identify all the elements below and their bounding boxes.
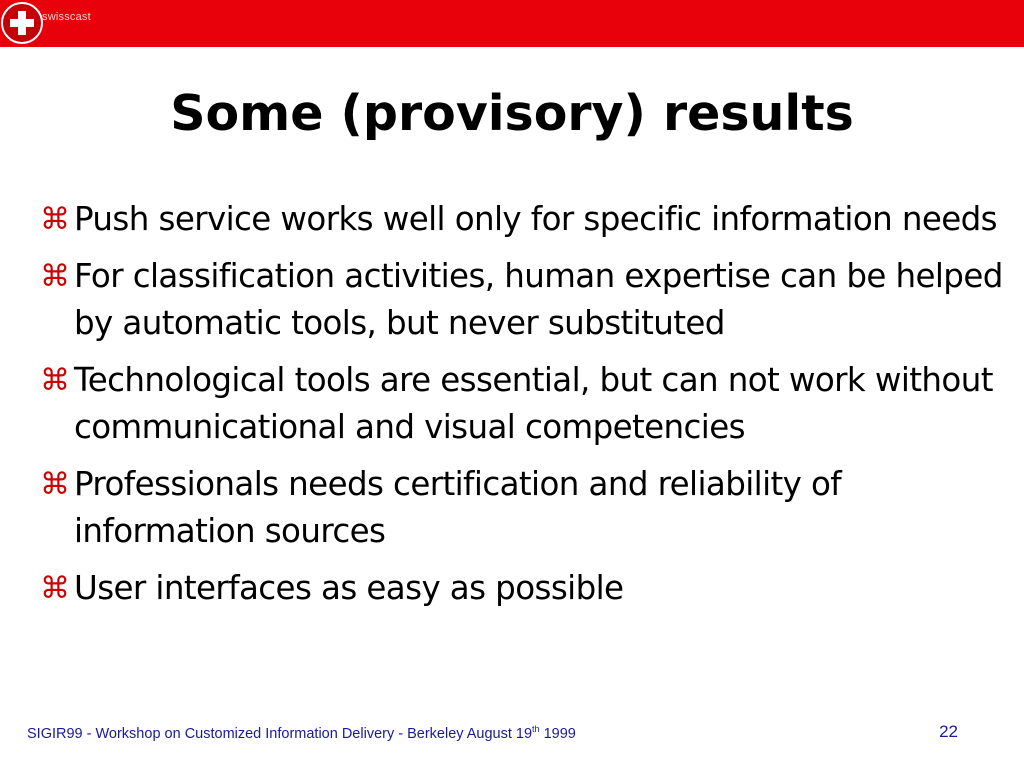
logo-text: swisscast xyxy=(42,10,91,23)
bullet-item xyxy=(40,461,1010,555)
command-key-icon: ⌘ xyxy=(40,571,70,606)
footer-caption xyxy=(27,724,576,742)
bullet-text: Professionals needs certification and reliability of information sources xyxy=(74,465,842,550)
bullet-item xyxy=(40,357,1010,451)
bullet-text: Push service works well only for specific information needs xyxy=(74,200,997,238)
bullet-item xyxy=(40,565,1010,612)
slide-title: Some (provisory) results xyxy=(170,85,854,142)
bullet-item xyxy=(40,196,1010,243)
bullet-text: Technological tools are essential, but can not work without communicational and visual competencies xyxy=(74,361,993,446)
command-key-icon: ⌘ xyxy=(40,202,70,237)
page-number: 22 xyxy=(939,722,958,741)
command-key-icon: ⌘ xyxy=(40,259,70,294)
swisscast-logo xyxy=(0,0,91,47)
header-bar xyxy=(0,0,1024,47)
swiss-cross-icon xyxy=(0,1,46,47)
bullet-list xyxy=(40,196,1010,622)
bullet-text: For classification activities, human expertise can be helped by automatic tools, but never substituted xyxy=(74,257,1003,342)
footer-superscript: th xyxy=(532,724,540,734)
footer-text-main: SIGIR99 - Workshop on Customized Information Delivery - Berkeley August 19 xyxy=(27,725,533,742)
bullet-text: User interfaces as easy as possible xyxy=(74,569,624,607)
command-key-icon: ⌘ xyxy=(40,467,70,502)
footer-year: 1999 xyxy=(539,725,576,742)
bullet-item xyxy=(40,253,1010,347)
command-key-icon: ⌘ xyxy=(40,363,70,398)
